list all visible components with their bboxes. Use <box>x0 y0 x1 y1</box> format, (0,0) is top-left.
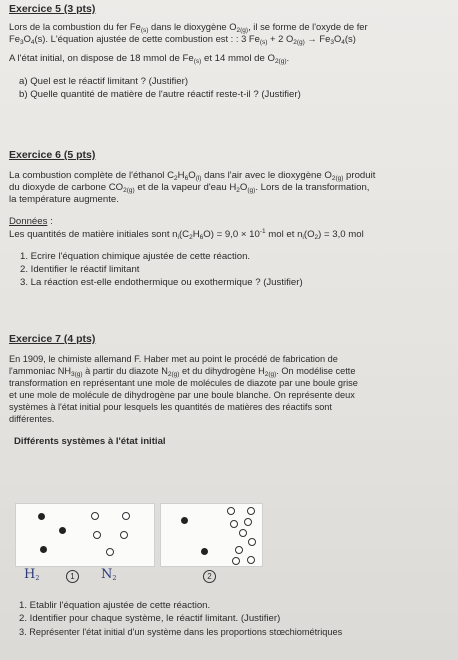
n2-molecule <box>40 546 47 553</box>
ex5-line1: Lors de la combustion du fer $Fe_{(s)}$ dans le dioxygène $O_{2(g)}$, il se forme de l'oxyde de fer <box>9 21 368 34</box>
ex7-line3: transformation en représentant une mole de molécules de diazote par une boule grise <box>9 378 358 388</box>
ex7-question-3: 3. Représenter l'état initial d'un système dans les proportions stœchiométriques <box>19 627 343 637</box>
ex5-question-a: a) Quel est le réactif limitant ? (Justifier) <box>19 76 189 87</box>
ex5-question-b: b) Quelle quantité de matière de l'autre réactif reste-t-il ? (Justifier) <box>19 89 301 100</box>
ex6-line3: la température augmente. <box>9 194 119 205</box>
ex6-question-1: 1. Ecrire l'équation chimique ajustée de cette réaction. <box>20 251 251 262</box>
figure-title: Différents systèmes à l'état initial <box>14 436 166 447</box>
ex6-line2: du dioxyde de carbone $CO_{2(g)}$ et de la vapeur d'eau $H_2O_{(g)}$. Lors de la transformation, <box>9 182 370 194</box>
ex6-question-2: 2. Identifier le réactif limitant <box>20 264 140 275</box>
system-2-box <box>160 503 263 567</box>
ex7-line4: et une mole de molécule de dihydrogène par une boule blanche. On représente deux <box>9 390 355 400</box>
h2-molecule <box>235 546 243 554</box>
ex6-line4: Les quantités de matière initiales sont $n_i(C_2H_6O) = 9,0 \times 10^{-1}$ mol et $n_i(O_2) = 3,0$ mol <box>9 228 364 241</box>
h2-molecule <box>91 512 99 520</box>
system-1-box <box>15 503 155 567</box>
system-1-number: 1 <box>66 570 79 583</box>
ex5-line3: A l'état initial, on dispose de 18 mmol de $Fe_{(s)}$ et 14 mmol de $O_{2(g)}$. <box>9 53 290 65</box>
handwritten-h2-label: $H_2$ <box>24 567 40 582</box>
n2-molecule <box>38 513 45 520</box>
ex7-line6: différentes. <box>9 414 55 424</box>
h2-molecule <box>106 548 114 556</box>
h2-molecule <box>93 531 101 539</box>
ex6-data-heading: Données : <box>9 216 53 227</box>
h2-molecule <box>247 556 255 564</box>
ex7-line5: systèmes à l'état initial pour lesquels les quantités de matières des réactifs sont <box>9 402 332 412</box>
ex7-question-2: 2. Identifier pour chaque système, le réactif limitant. (Justifier) <box>19 613 281 624</box>
h2-molecule <box>244 518 252 526</box>
ex6-title: Exercice 6 (5 pts) <box>9 149 96 161</box>
n2-molecule <box>59 527 66 534</box>
ex7-question-1: 1. Etablir l'équation ajustée de cette réaction. <box>19 600 211 611</box>
ex5-title: Exercice 5 (3 pts) <box>9 3 96 15</box>
ex6-question-3: 3. La réaction est-elle endothermique ou exothermique ? (Justifier) <box>20 277 303 288</box>
ex5-line2: $Fe_3O_4(s)$. L'équation ajustée de cette combustion est : : 3 $Fe_{(s)} + 2$ $O_{2(g)} \to Fe_3O_4(s)$ <box>9 33 356 46</box>
h2-molecule <box>248 538 256 546</box>
h2-molecule <box>227 507 235 515</box>
h2-molecule <box>120 531 128 539</box>
h2-molecule <box>230 520 238 528</box>
handwritten-n2-label: $N_2$ <box>101 567 117 582</box>
n2-molecule <box>181 517 188 524</box>
ex7-title: Exercice 7 (4 pts) <box>9 333 96 345</box>
h2-molecule <box>247 507 255 515</box>
ex7-line2: l'ammoniac $NH_{3(g)}$ à partir du diazote $N_{2(g)}$ et du dihydrogène $H_{2(g)}$. On modélise cette <box>9 366 356 378</box>
h2-molecule <box>122 512 130 520</box>
system-2-number: 2 <box>203 570 216 583</box>
h2-molecule <box>232 557 240 565</box>
h2-molecule <box>239 529 247 537</box>
ex7-line1: En 1909, le chimiste allemand F. Haber met au point le procédé de fabrication de <box>9 354 338 364</box>
ex6-line1: La combustion complète de l'éthanol $C_2H_6O_{(l)}$ dans l'air avec le dioxygène $O_{2(g)}$ produit <box>9 170 376 182</box>
n2-molecule <box>201 548 208 555</box>
